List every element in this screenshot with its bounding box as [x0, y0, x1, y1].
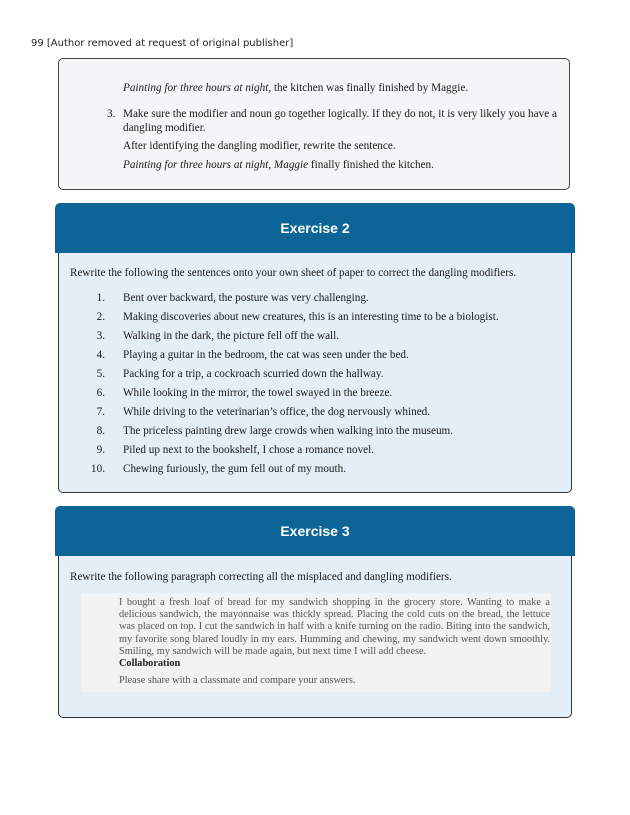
collaboration-text: Please share with a classmate and compare your answers.	[119, 675, 356, 687]
list-number: 2.	[96, 311, 105, 323]
list-text: Playing a guitar in the bedroom, the cat was seen under the bed.	[123, 349, 409, 361]
list-number: 5.	[96, 368, 105, 380]
example-box	[58, 58, 570, 190]
corrected-italic: Painting for three hours at night, Maggie	[123, 159, 309, 171]
exercise-2-title: Exercise 2	[55, 203, 575, 253]
instruction-text: After identifying the dangling modifier, rewrite the sentence.	[123, 140, 396, 152]
list-item	[107, 107, 557, 135]
example-sentence-corrected	[123, 158, 434, 172]
exercise-3-box	[58, 509, 572, 718]
list-number: 6.	[96, 387, 105, 399]
list-text: While looking in the mirror, the towel swayed in the breeze.	[123, 387, 393, 399]
exercise-3-paragraph: I bought a fresh loaf of bread for my sandwich shopping in the grocery store. Wanting to make a delicious sandwich, the mayonnaise was thickly spread. Placing the cold cuts on the bread, the lettuce was placed on top. I cut the sandwich in half with a knife turning on the radio. Biting into the sandwich, my favorite song blared loudly in my ears. Humming and chewing, my sandwich went down smoothly. Smiling, my sandwich will be made again, but next time I will add cheese.	[119, 597, 550, 657]
example-sentence-dangling	[123, 81, 468, 95]
list-number: 10.	[91, 463, 105, 475]
list-text: Making discoveries about new creatures, this is an interesting time to be a biologist.	[123, 311, 499, 323]
list-number: 3.	[96, 330, 105, 342]
exercise-3-paragraph-box	[81, 593, 551, 692]
list-number: 7.	[96, 406, 105, 418]
collaboration-heading: Collaboration	[119, 658, 181, 670]
list-text: Bent over backward, the posture was very challenging.	[123, 292, 369, 304]
list-number: 4.	[96, 349, 105, 361]
list-text: Walking in the dark, the picture fell off the wall.	[123, 330, 340, 342]
list-number: 9.	[96, 444, 105, 456]
exercise-2-box	[58, 206, 572, 493]
list-text: Chewing furiously, the gum fell out of my mouth.	[123, 463, 347, 475]
exercise-2-instruction: Rewrite the following the sentences onto your own sheet of paper to correct the dangling modifiers.	[70, 267, 517, 279]
list-number: 3.	[107, 108, 116, 120]
list-text: Piled up next to the bookshelf, I chose a romance novel.	[123, 444, 375, 456]
list-text: Make sure the modifier and noun go together logically. If they do not, it is very likely you have a dangling modifier.	[123, 108, 557, 134]
running-head: 99 [Author removed at request of original publisher]	[31, 38, 294, 49]
list-text: The priceless painting drew large crowds when walking into the museum.	[123, 425, 454, 437]
corrected-rest: finally finished the kitchen.	[308, 159, 434, 171]
list-number: 1.	[96, 292, 105, 304]
example-sentence-italic: Painting for three hours at night	[123, 82, 269, 94]
exercise-3-instruction: Rewrite the following paragraph correcting all the misplaced and dangling modifiers.	[70, 571, 452, 583]
list-number: 8.	[96, 425, 105, 437]
list-text: While driving to the veterinarian’s office, the dog nervously whined.	[123, 406, 431, 418]
exercise-3-title: Exercise 3	[55, 506, 575, 556]
example-sentence-rest: , the kitchen was finally finished by Maggie.	[268, 82, 469, 94]
list-text: Packing for a trip, a cockroach scurried down the hallway.	[123, 368, 384, 380]
